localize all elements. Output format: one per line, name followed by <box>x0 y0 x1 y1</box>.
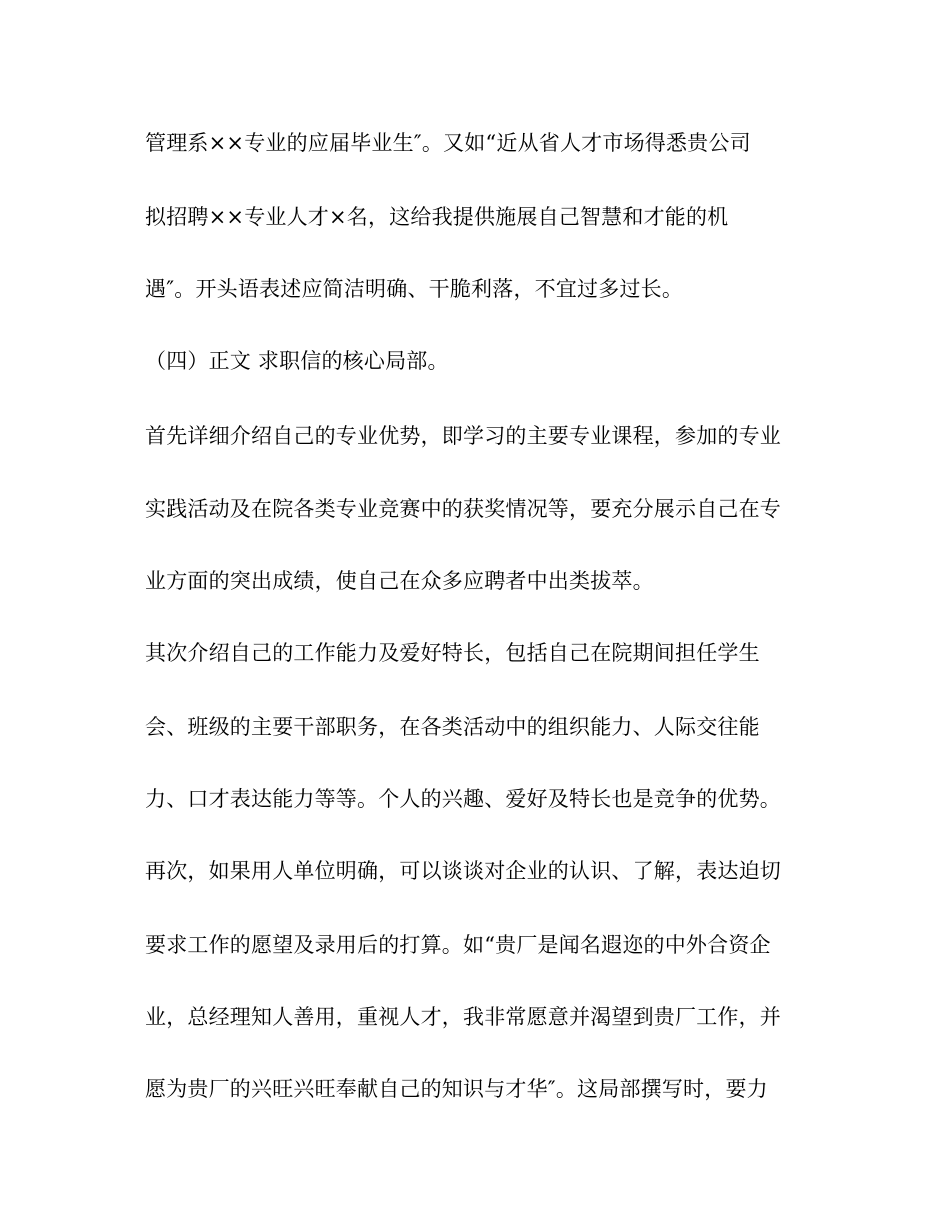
text-line-2: 拟招聘××专业人才×名，这给我提供施展自己智慧和才能的机 <box>145 205 729 229</box>
text-line-5: 首先详细介绍自己的专业优势，即学习的主要专业课程，参加的专业 <box>145 424 781 448</box>
text-line-7: 业方面的突出成绩，使自己在众多应聘者中出类拔萃。 <box>145 569 654 593</box>
text-line-9: 会、班级的主要干部职务，在各类活动中的组织能力、人际交往能 <box>145 715 760 739</box>
text-line-8: 其次介绍自己的工作能力及爱好特长，包括自己在院期间担任学生 <box>145 641 760 665</box>
text-line-10: 力、口才表达能力等等。个人的兴趣、爱好及特长也是竞争的优势。 <box>145 787 781 811</box>
text-line-3: 遇″。开头语表述应简洁明确、干脆利落，不宜过多过长。 <box>145 277 684 301</box>
text-line-12: 要求工作的愿望及录用后的打算。如“贵厂是闻名遐迩的中外合资企 <box>145 933 771 957</box>
section-heading-body: （四）正文 求职信的核心局部。 <box>145 349 449 373</box>
text-line-13: 业，总经理知人善用，重视人才，我非常愿意并渴望到贵厂工作，并 <box>145 1005 781 1029</box>
text-line-11: 再次，如果用人单位明确，可以谈谈对企业的认识、了解，表达迫切 <box>145 859 781 883</box>
text-line-14: 愿为贵厂的兴旺兴旺奉献自己的知识与才华″。这局部撰写时，要力 <box>145 1077 768 1101</box>
text-line-6: 实践活动及在院各类专业竞赛中的获奖情况等，要充分展示自己在专 <box>145 497 781 521</box>
text-line-1: 管理系××专业的应届毕业生″。又如“近从省人才市场得悉贵公司 <box>145 131 751 155</box>
